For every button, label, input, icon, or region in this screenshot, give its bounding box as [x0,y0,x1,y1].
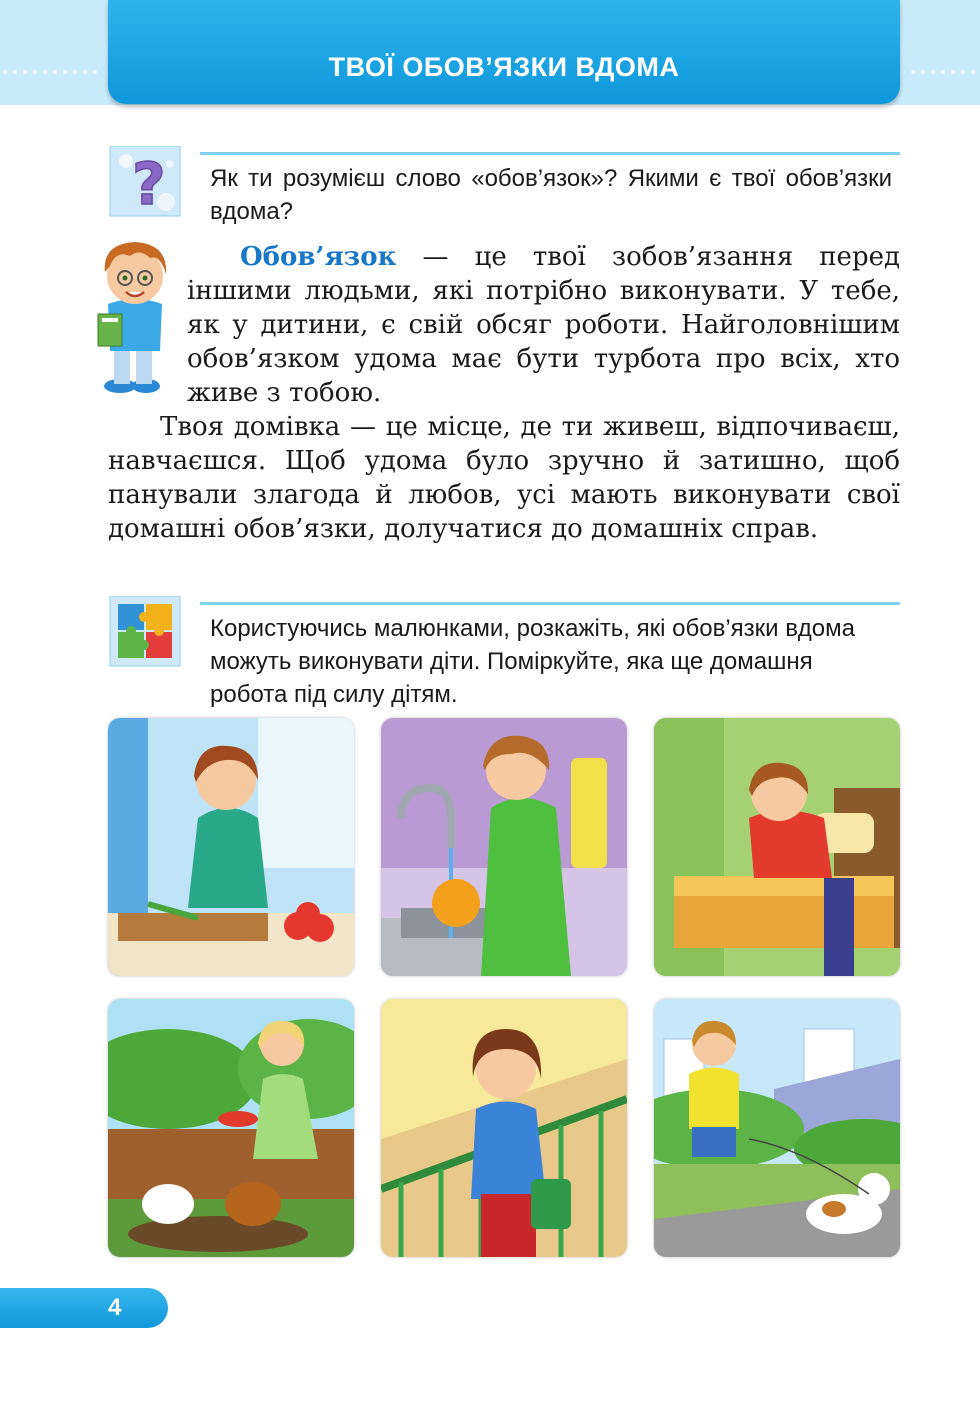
definition-paragraph [187,240,900,410]
home-paragraph: Твоя домівка — це місце, де ти живеш, відпочиваєш, навчаєшся. Щоб удома було зручно й затишно, щоб панували злагода й любов, усі мають виконувати свої домашні обов’язки, долучатися до домашніх справ. [108,412,900,544]
header-dots-right [908,70,980,74]
page-number-tab [0,1288,168,1328]
boy-washing-dishes-illustration [381,718,627,976]
svg-text:?: ? [132,150,166,218]
girl-feeding-chickens-illustration [108,999,354,1257]
task-divider [200,602,900,605]
boy-walking-dog-illustration [654,999,900,1257]
boy-making-bed-illustration [654,718,900,976]
girl-taking-out-trash-illustration [381,999,627,1257]
definition-term: Обов’язок [240,242,397,272]
page-title: ТВОЇ ОБОВ’ЯЗКИ ВДОМА [328,52,680,82]
boy-character-illustration [90,236,180,396]
task-text: Користуючись малюнками, розкажіть, які обов’язки вдома можуть виконувати діти. Поміркуйте, яка ще домашня робота під силу дітям. [210,615,855,708]
header-bar [108,0,900,104]
definition-text: — це твої зобов’язання перед іншими людьми, які потрібно виконувати. У тебе, як у дитини, є свій обсяг роботи. Найголовнішим обов’язком удома має бути турбота про всіх, хто живе з тобою. [187,242,900,408]
girl-cutting-vegetables-illustration [108,718,354,976]
puzzle-icon [108,596,180,668]
question-icon [108,146,180,218]
page-number: 4 [108,1294,122,1321]
header-dots-left [0,70,100,74]
question-text: Як ти розумієш слово «обов’язок»? Якими є твої обов’язки вдома? [210,165,892,225]
question-divider [200,152,900,155]
